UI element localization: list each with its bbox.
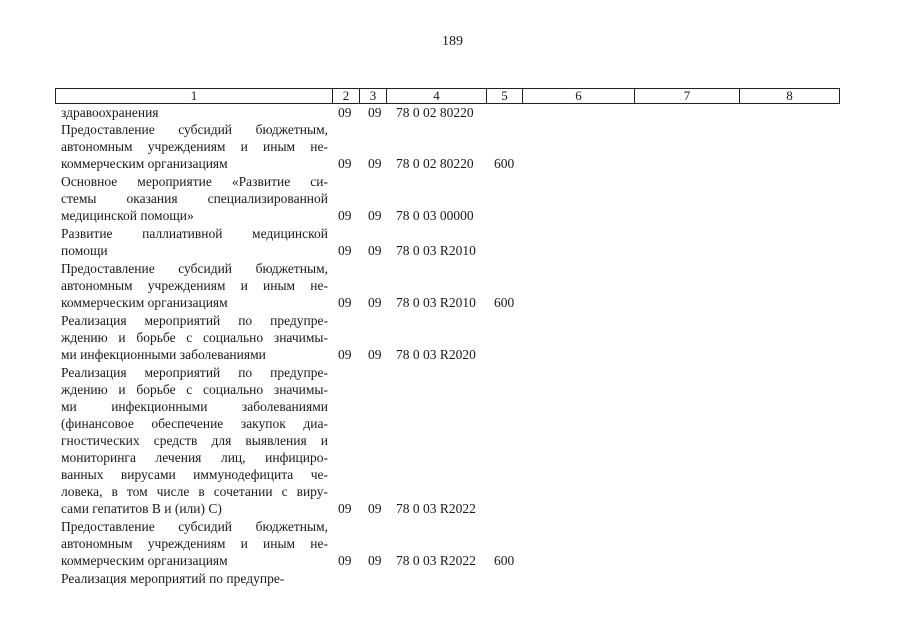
description-line: здравоохранения xyxy=(61,105,159,120)
description-line: (финансовое обеспечение закупок диа- xyxy=(61,416,328,431)
description-line: стемы оказания специализированной xyxy=(61,191,328,206)
cell-c2: 09 xyxy=(338,295,352,310)
cell-c5: 600 xyxy=(494,295,515,310)
description-line: коммерческим организациям xyxy=(61,156,228,171)
cell-c3: 09 xyxy=(368,208,382,223)
description-line: Реализация мероприятий по предупре- xyxy=(61,313,328,328)
header-col-6: 6 xyxy=(523,89,635,103)
description-line: Развитие паллиативной медицинской xyxy=(61,226,328,241)
cell-c3: 09 xyxy=(368,156,382,171)
header-col-1: 1 xyxy=(56,89,333,103)
cell-c4: 78 0 03 R2010 xyxy=(396,243,476,258)
row-description xyxy=(61,570,328,587)
cell-c3: 09 xyxy=(368,243,382,258)
cell-c4: 78 0 02 80220 xyxy=(396,156,474,171)
description-line: мониторинга лечения лиц, инфициро- xyxy=(61,450,328,465)
row-description xyxy=(61,312,328,363)
row-description xyxy=(61,104,328,121)
description-line: ждению и борьбе с социально значимы- xyxy=(61,330,328,345)
cell-c4: 78 0 03 R2020 xyxy=(396,347,476,362)
description-line: ловека, в том числе в сочетании с виру- xyxy=(61,484,328,499)
cell-c2: 09 xyxy=(338,553,352,568)
description-line: ми инфекционными заболеваниями xyxy=(61,347,266,362)
description-line: автономным учреждениям и иным не- xyxy=(61,536,328,551)
description-line: сами гепатитов В и (или) С) xyxy=(61,501,222,516)
cell-c2: 09 xyxy=(338,105,352,120)
row-description xyxy=(61,225,328,259)
cell-c2: 09 xyxy=(338,156,352,171)
cell-c3: 09 xyxy=(368,501,382,516)
cell-c3: 09 xyxy=(368,295,382,310)
description-line: Реализация мероприятий по предупре- xyxy=(61,571,285,586)
cell-c4: 78 0 03 R2022 xyxy=(396,501,476,516)
description-line: ми инфекционными заболеваниями xyxy=(61,399,328,414)
cell-c4: 78 0 03 00000 xyxy=(396,208,474,223)
cell-c4: 78 0 03 R2022 xyxy=(396,553,476,568)
row-description xyxy=(61,364,328,517)
cell-c5: 600 xyxy=(494,156,515,171)
cell-c2: 09 xyxy=(338,243,352,258)
description-line: Предоставление субсидий бюджетным, xyxy=(61,122,328,137)
cell-c5: 600 xyxy=(494,553,515,568)
row-description xyxy=(61,260,328,311)
description-line: гностических средств для выявления и xyxy=(61,433,328,448)
cell-c4: 78 0 02 80220 xyxy=(396,105,474,120)
header-col-5: 5 xyxy=(487,89,523,103)
header-col-8: 8 xyxy=(786,88,793,103)
description-line: автономным учреждениям и иным не- xyxy=(61,139,328,154)
cell-c3: 09 xyxy=(368,553,382,568)
row-description xyxy=(61,121,328,172)
page-number: 189 xyxy=(442,34,463,49)
header-col-3: 3 xyxy=(360,89,387,103)
cell-c3: 09 xyxy=(368,347,382,362)
cell-c3: 09 xyxy=(368,105,382,120)
description-line: ванных вирусами иммунодефицита че- xyxy=(61,467,328,482)
cell-c4: 78 0 03 R2010 xyxy=(396,295,476,310)
cell-c2: 09 xyxy=(338,347,352,362)
description-line: коммерческим организациям xyxy=(61,295,228,310)
description-line: коммерческим организациям xyxy=(61,553,228,568)
description-line: Предоставление субсидий бюджетным, xyxy=(61,261,328,276)
row-description xyxy=(61,173,328,224)
cell-c2: 09 xyxy=(338,208,352,223)
header-col-2: 2 xyxy=(333,89,360,103)
description-line: автономным учреждениям и иным не- xyxy=(61,278,328,293)
description-line: Реализация мероприятий по предупре- xyxy=(61,365,328,380)
header-col-7: 7 xyxy=(635,89,740,103)
description-line: Основное мероприятие «Развитие си- xyxy=(61,174,328,189)
header-col-4: 4 xyxy=(387,89,487,103)
description-line: медицинской помощи» xyxy=(61,208,194,223)
table-header xyxy=(55,88,840,104)
description-line: ждению и борьбе с социально значимы- xyxy=(61,382,328,397)
description-line: помощи xyxy=(61,243,108,258)
cell-c2: 09 xyxy=(338,501,352,516)
description-line: Предоставление субсидий бюджетным, xyxy=(61,519,328,534)
row-description xyxy=(61,518,328,569)
